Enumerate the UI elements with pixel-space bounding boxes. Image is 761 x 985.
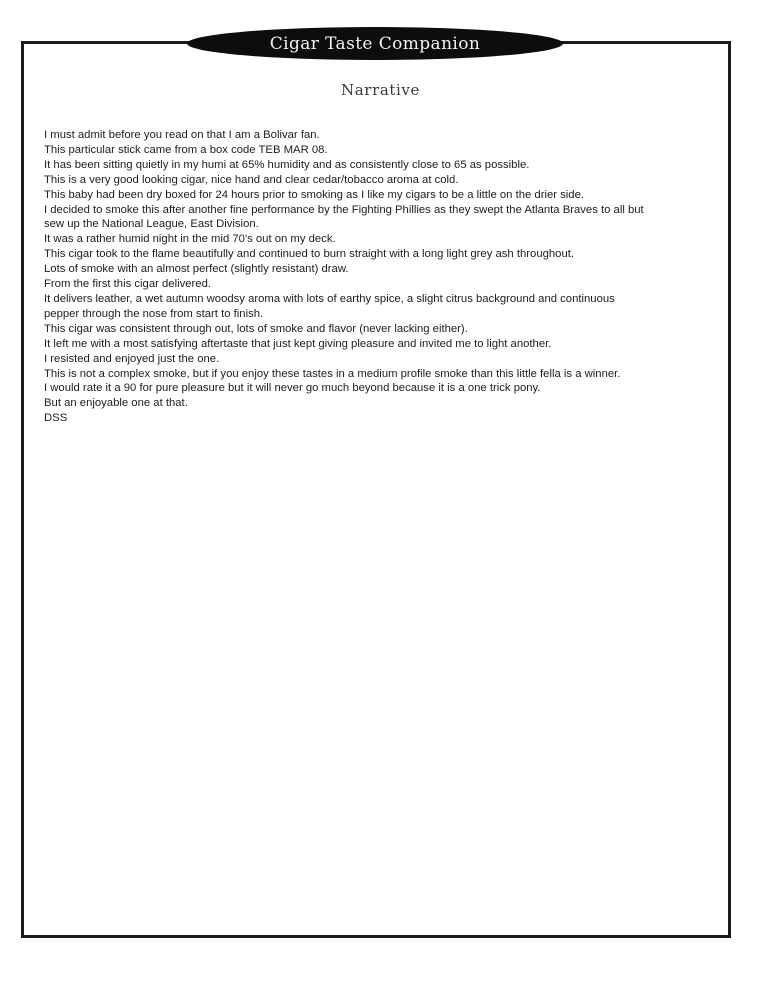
narrative-body	[44, 128, 716, 426]
narrative-line: sew up the National League, East Division.	[44, 218, 259, 231]
narrative-line: It has been sitting quietly in my humi at 65% humidity and as consistently close to 65 as possible.	[44, 158, 530, 171]
narrative-line: This particular stick came from a box code TEB MAR 08.	[44, 143, 328, 156]
narrative-line: From the first this cigar delivered.	[44, 278, 211, 291]
narrative-line: This is a very good looking cigar, nice hand and clear cedar/tobacco aroma at cold.	[44, 173, 459, 186]
narrative-line: Lots of smoke with an almost perfect (slightly resistant) draw.	[44, 263, 349, 276]
title-banner	[187, 27, 563, 60]
narrative-line: I would rate it a 90 for pure pleasure but it will never go much beyond because it is a one trick pony.	[44, 382, 541, 395]
page-title: Cigar Taste Companion	[269, 33, 481, 54]
narrative-line: I resisted and enjoyed just the one.	[44, 352, 220, 365]
narrative-signature: DSS	[44, 412, 68, 425]
narrative-line: It delivers leather, a wet autumn woodsy aroma with lots of earthy spice, a slight citrus background and continuous	[44, 292, 615, 305]
narrative-line: I must admit before you read on that I am a Bolivar fan.	[44, 129, 320, 141]
narrative-line: This is not a complex smoke, but if you enjoy these tastes in a medium profile smoke than this little fella is a winner.	[44, 367, 621, 380]
narrative-line: This baby had been dry boxed for 24 hours prior to smoking as I like my cigars to be a little on the drier side.	[44, 188, 585, 201]
narrative-line: It was a rather humid night in the mid 70's out on my deck.	[44, 233, 336, 246]
narrative-line: This cigar took to the flame beautifully and continued to burn straight with a long light grey ash throughout.	[44, 248, 575, 261]
narrative-line: This cigar was consistent through out, lots of smoke and flavor (never lacking either).	[44, 322, 468, 335]
narrative-line: But an enjoyable one at that.	[44, 397, 188, 410]
narrative-line: I decided to smoke this after another fine performance by the Fighting Phillies as they swept the Atlanta Braves to all but	[44, 203, 644, 216]
narrative-line: pepper through the nose from start to finish.	[44, 307, 264, 320]
section-heading: Narrative	[341, 81, 420, 99]
narrative-line: It left me with a most satisfying aftertaste that just kept giving pleasure and invited me to light another.	[44, 337, 552, 350]
